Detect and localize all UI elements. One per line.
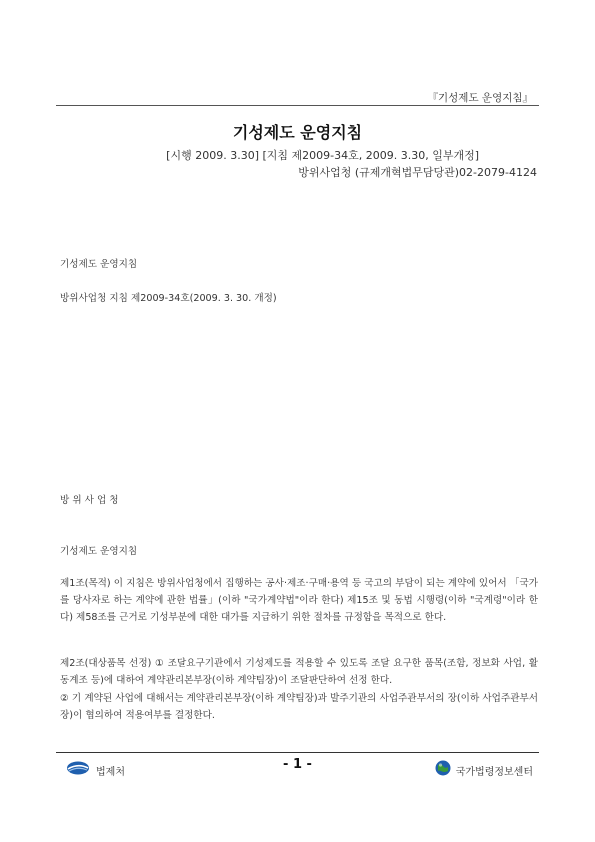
article-2-paragraph-1: 제2조(대상품목 선정) ① 조달요구기관에서 기성제도를 적용할 수 있도록 조달 요구한 품목(조함, 정보화 사업, 활동계조 등)에 대하여 계약관리본부장(이하 계약팀장)이 조달판단하여 선정 한다. (60, 658, 538, 686)
page-number: - 1 - (283, 757, 312, 772)
footer-left-label: 법제처 (96, 766, 125, 778)
globe-icon (435, 760, 451, 780)
footer-right-label: 국가법령정보센터 (455, 766, 533, 778)
section-heading: 기성제도 운영지침 (60, 546, 138, 557)
article-1: 제1조(목적) 이 지침은 방위사업청에서 집행하는 공사·제조·구매·용역 등 국고의 부담이 되는 계약에 있어서 「국가를 당사자로 하는 계약에 관한 법률」(이하 "국가계약법"이라 한다) 제15조 및 동법 시행령(이하 "국계령"이라 한다) 제58조를 근거로 기성부분에 대한 대가를 지급하기 위한 절차를 규정함을 목적으로 한다. (60, 578, 538, 623)
header-tag: 『기성제도 운영지침』 (427, 92, 533, 104)
footer-right-logo (435, 760, 533, 780)
agency-name: 방 위 사 업 청 (60, 495, 119, 506)
enforcement-info: [시행 2009. 3.30] [지침 제2009-34호, 2009. 3.30, 일부개정] (166, 149, 479, 162)
header-divider (56, 105, 539, 106)
document-title: 기성제도 운영지침 (232, 123, 363, 142)
issuing-agency: 방위사업청 (규제개혁법무담당관)02-2079-4124 (298, 166, 537, 179)
directive-number: 방위사업청 지침 제2009-34호(2009. 3. 30. 개정) (60, 293, 277, 304)
article-2-paragraph-2: ② 기 계약된 사업에 대해서는 계약관리본부장(이하 계약팀장)과 발주기관의 사업주관부서의 장(이하 사업주관부서장)이 협의하여 적용여부를 결정한다. (60, 693, 538, 721)
body-heading: 기성제도 운영지침 (60, 259, 138, 270)
footer-divider (56, 752, 539, 753)
